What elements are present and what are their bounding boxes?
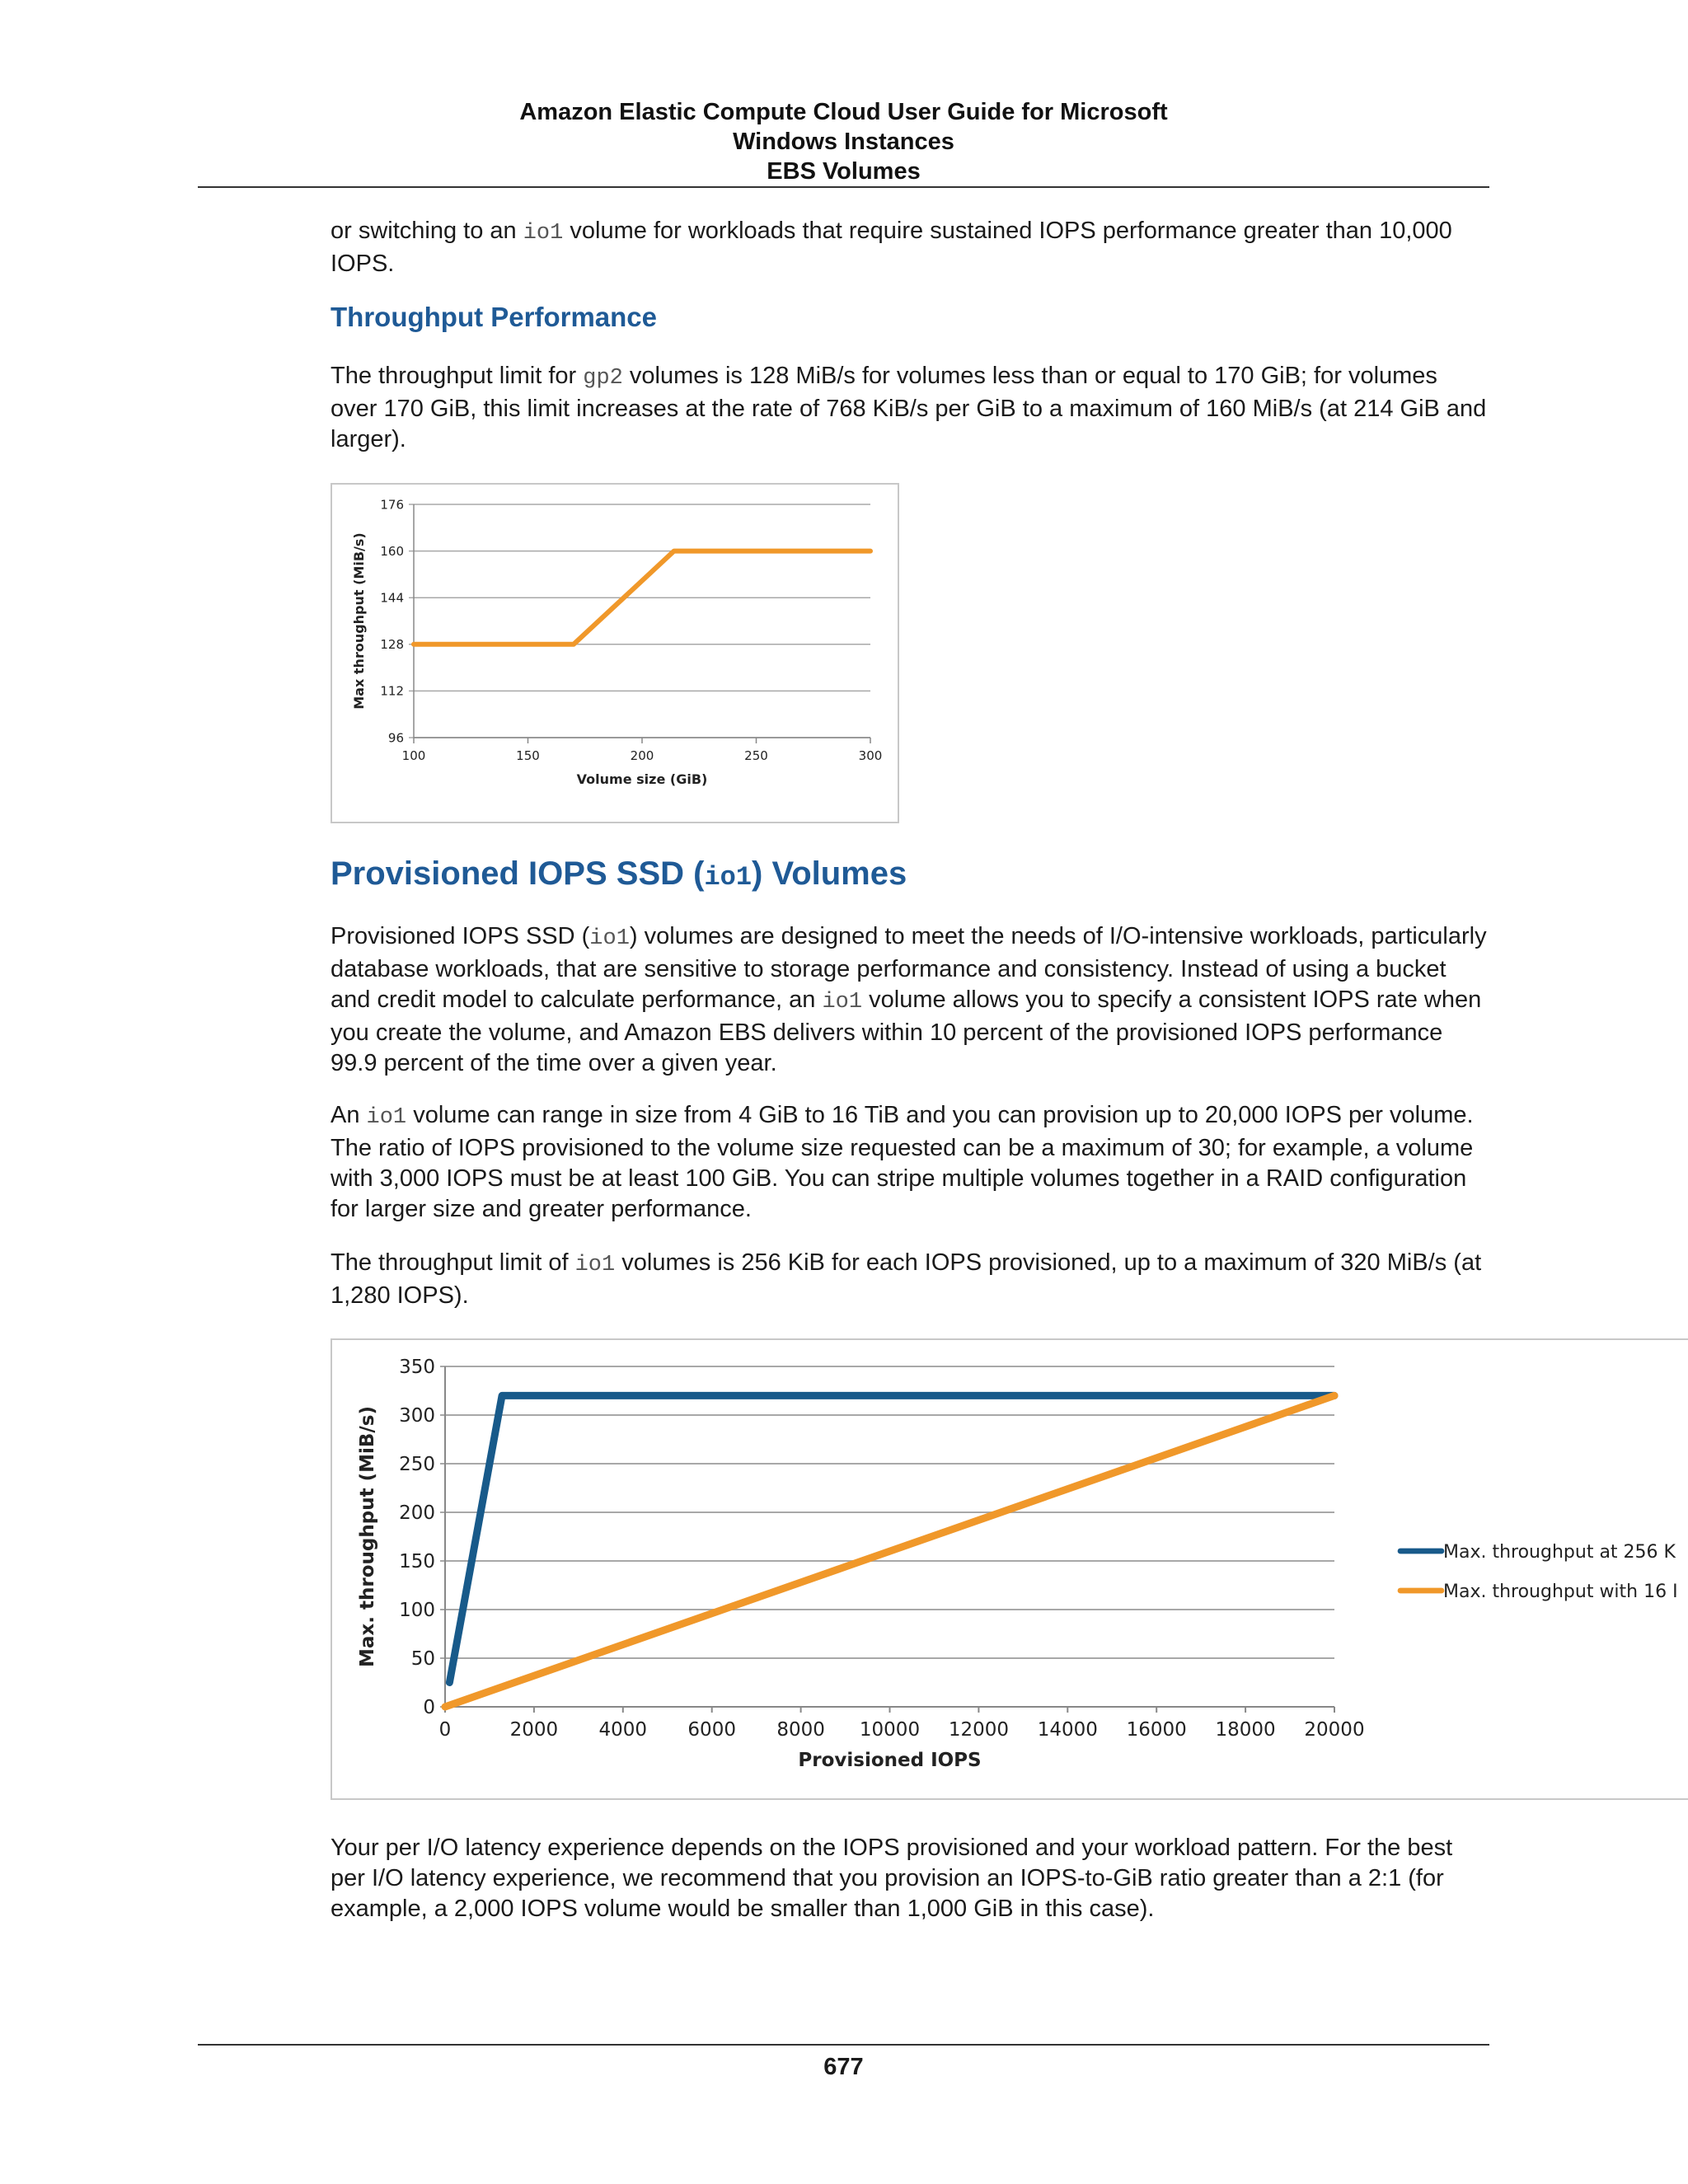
gp2-chart-x-tick-300: 300 bbox=[858, 748, 883, 763]
io1-chart-y-tick-150: 150 bbox=[399, 1551, 435, 1573]
io1-chart-x-tick-14000: 14000 bbox=[1037, 1719, 1098, 1741]
gp2-chart-y-tick-144: 144 bbox=[380, 590, 404, 606]
gp2-throughput-chart bbox=[331, 483, 899, 823]
page-number: 677 bbox=[823, 2054, 864, 2080]
io1-chart-x-tick-20000: 20000 bbox=[1304, 1719, 1365, 1741]
io1-chart-y-tick-200: 200 bbox=[399, 1502, 435, 1525]
io1-chart-x-tick-2000: 2000 bbox=[509, 1719, 559, 1741]
gp2-chart-x-axis-label: Volume size (GiB) bbox=[576, 771, 708, 787]
io1-p1-text-b: ) volumes are designed to meet the needs of I/O-intensive workloads, particularly database workloads, that are sensitive to storage performance and consistency. Instead of using a bucket and credit model to calculate performance, an bbox=[331, 923, 1487, 1013]
io1-p2-code: io1 bbox=[366, 1105, 407, 1130]
header-line-1: Amazon Elastic Compute Cloud User Guide for Microsoft bbox=[519, 99, 1168, 125]
throughput-block bbox=[331, 361, 1489, 455]
gp2-chart-x-tick-200: 200 bbox=[630, 748, 654, 763]
io1-chart-legend-label-0: Max. throughput at 256 K bbox=[1443, 1542, 1676, 1563]
io1-chart-x-tick-16000: 16000 bbox=[1126, 1719, 1187, 1741]
io1-chart-y-tick-0: 0 bbox=[423, 1697, 435, 1719]
gp2-chart-x-tick-100: 100 bbox=[401, 748, 426, 763]
io1-throughput-chart bbox=[331, 1338, 1688, 1800]
io1-chart-y-tick-350: 350 bbox=[399, 1357, 435, 1379]
io1-p2-text-b: volume can range in size from 4 GiB to 16 TiB and you can provision up to 20,000 IOPS per volume. The ratio of IOPS provisioned to the volume size requested can be a maximum of 30; for example, a volume with 3,000 IOPS must be at least 100 GiB. You can stripe multiple volumes together in a RAID configuration for larger size and greater performance. bbox=[331, 1102, 1474, 1222]
header-line-2: Windows Instances bbox=[733, 129, 954, 155]
gp2-chart-x-tick-150: 150 bbox=[516, 748, 540, 763]
io1-chart-svg bbox=[332, 1340, 1688, 1798]
io1-chart-x-tick-10000: 10000 bbox=[859, 1719, 921, 1741]
footer-rule bbox=[198, 2044, 1489, 2046]
io1-p1-text-c: volume allows you to specify a consistent IOPS rate when you create the volume, and Amazon EBS delivers within 10 percent of the provisioned IOPS performance 99.9 percent of the time over a given year. bbox=[331, 987, 1482, 1076]
io1-paragraph-4-block bbox=[331, 1833, 1489, 1924]
intro-text-1: or switching to an bbox=[331, 218, 523, 244]
io1-p1-code-2: io1 bbox=[822, 990, 863, 1015]
throughput-performance-heading: Throughput Performance bbox=[331, 302, 658, 332]
io1-chart-y-axis-label: Max. throughput (MiB/s) bbox=[357, 1406, 378, 1667]
io1-p3-code: io1 bbox=[574, 1253, 616, 1277]
io1-paragraph-1 bbox=[331, 921, 1489, 1079]
gp2-chart-y-tick-128: 128 bbox=[380, 637, 404, 653]
io1-paragraph-1-block bbox=[331, 921, 1489, 1079]
gp2-chart-y-tick-176: 176 bbox=[380, 497, 404, 513]
io1-section-heading bbox=[331, 855, 907, 893]
gp2-chart-y-tick-112: 112 bbox=[380, 683, 404, 699]
io1-chart-series-line-1 bbox=[445, 1395, 1334, 1707]
gp2-chart-y-tick-160: 160 bbox=[380, 543, 404, 559]
io1-paragraph-3 bbox=[331, 1248, 1489, 1311]
throughput-text-b: volumes is 128 MiB/s for volumes less than or equal to 170 GiB; for volumes over 170 GiB, this limit increases at the rate of 768 KiB/s per GiB to a maximum of 160 MiB/s (at 214 GiB and larger). bbox=[331, 363, 1487, 452]
io1-chart-x-tick-4000: 4000 bbox=[598, 1719, 648, 1741]
throughput-text-a: The throughput limit for bbox=[331, 363, 584, 389]
header-line-3: EBS Volumes bbox=[767, 158, 921, 185]
io1-chart-y-tick-300: 300 bbox=[399, 1405, 435, 1427]
io1-p2-text-a: An bbox=[331, 1102, 367, 1128]
throughput-code-gp2: gp2 bbox=[583, 366, 623, 391]
io1-paragraph-2-block bbox=[331, 1100, 1489, 1225]
throughput-paragraph bbox=[331, 361, 1489, 455]
intro-block bbox=[331, 216, 1489, 279]
io1-heading-code: io1 bbox=[704, 862, 753, 893]
io1-heading-text-b: ) Volumes bbox=[752, 855, 907, 892]
gp2-chart-y-tick-96: 96 bbox=[387, 730, 404, 746]
intro-text-2: volume for workloads that require sustained IOPS performance greater than 10,000 IOPS. bbox=[331, 218, 1452, 277]
io1-p1-code-1: io1 bbox=[589, 926, 630, 951]
io1-chart-x-tick-18000: 18000 bbox=[1215, 1719, 1276, 1741]
intro-paragraph bbox=[331, 216, 1489, 279]
io1-chart-y-tick-250: 250 bbox=[399, 1454, 435, 1476]
intro-code-io1: io1 bbox=[523, 221, 564, 246]
io1-heading-text-a: Provisioned IOPS SSD ( bbox=[331, 855, 705, 892]
io1-p3-text-b: volumes is 256 KiB for each IOPS provisioned, up to a maximum of 320 MiB/s (at 1,280 IOPS). bbox=[331, 1249, 1482, 1309]
io1-p3-text-a: The throughput limit of bbox=[331, 1249, 575, 1276]
io1-chart-legend-label-1: Max. throughput with 16 I bbox=[1443, 1582, 1678, 1602]
io1-chart-x-tick-6000: 6000 bbox=[687, 1719, 736, 1741]
io1-chart-x-tick-0: 0 bbox=[438, 1719, 452, 1741]
io1-paragraph-4: Your per I/O latency experience depends on the IOPS provisioned and your workload pattern. For the best per I/O latency experience, we recommend that you provision an IOPS-to-GiB ratio greater than a 2:1 (for example, a 2,000 IOPS volume would be smaller than 1,000 GiB in this case). bbox=[331, 1835, 1453, 1922]
io1-chart-y-tick-100: 100 bbox=[399, 1600, 435, 1622]
page-header bbox=[198, 97, 1489, 186]
io1-chart-x-tick-12000: 12000 bbox=[948, 1719, 1009, 1741]
io1-chart-y-tick-50: 50 bbox=[410, 1648, 435, 1671]
header-rule bbox=[198, 186, 1489, 188]
gp2-chart-svg bbox=[332, 485, 898, 822]
io1-chart-x-tick-8000: 8000 bbox=[776, 1719, 825, 1741]
gp2-chart-y-axis-label: Max throughput (MiB/s) bbox=[351, 532, 367, 710]
gp2-chart-x-tick-250: 250 bbox=[744, 748, 768, 763]
io1-p1-text-a: Provisioned IOPS SSD ( bbox=[331, 923, 590, 949]
io1-chart-x-axis-label: Provisioned IOPS bbox=[798, 1750, 982, 1771]
io1-paragraph-2 bbox=[331, 1100, 1489, 1225]
io1-paragraph-3-block bbox=[331, 1248, 1489, 1311]
